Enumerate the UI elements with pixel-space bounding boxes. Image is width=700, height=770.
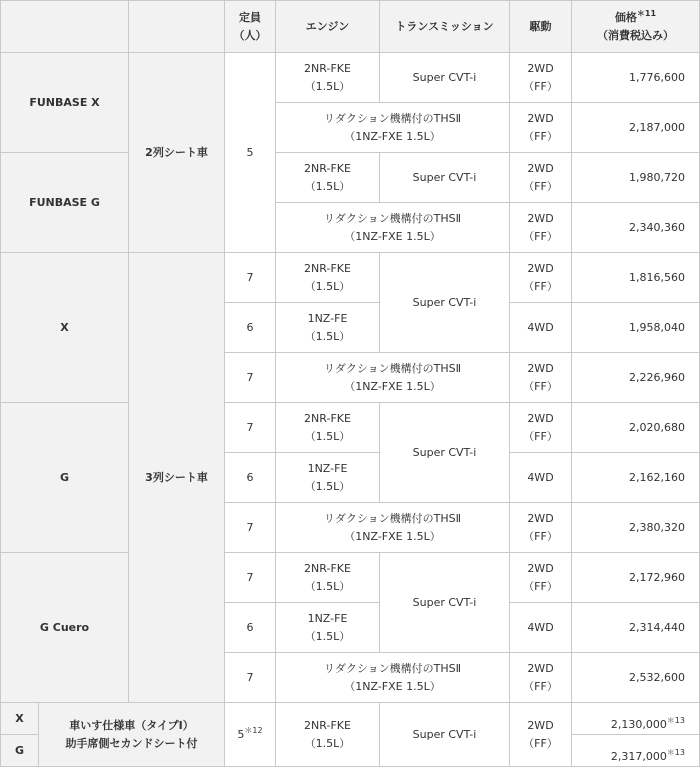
engine-cell: 1NZ-FE （1.5L） [276, 603, 380, 653]
capacity-cell: 6 [225, 453, 276, 503]
capacity-cell: 5 [225, 53, 276, 253]
drive-cell: 2WD （FF） [510, 253, 572, 303]
engine-cell: リダクション機構付のTHSⅡ （1NZ-FXE 1.5L） [276, 203, 510, 253]
grade-cell: FUNBASE G [1, 153, 129, 253]
grade-cell: X [1, 253, 129, 403]
engine-cell: 2NR-FKE （1.5L） [276, 153, 380, 203]
engine-cell: 1NZ-FE （1.5L） [276, 453, 380, 503]
capacity-cell: 7 [225, 403, 276, 453]
drive-cell: 2WD （FF） [510, 153, 572, 203]
capacity-cell: 7 [225, 353, 276, 403]
engine-cell: 2NR-FKE （1.5L） [276, 403, 380, 453]
header-seat [129, 1, 225, 53]
grade-cell: G Cuero [1, 553, 129, 703]
transmission-cell: Super CVT-i [380, 703, 510, 767]
price-cell: 1,816,560 [572, 253, 700, 303]
table-row [1, 403, 700, 453]
header-drive: 駆動 [510, 1, 572, 53]
capacity-cell: 7 [225, 653, 276, 703]
transmission-cell: Super CVT-i [380, 403, 510, 503]
capacity-cell: 7 [225, 503, 276, 553]
engine-cell: 2NR-FKE （1.5L） [276, 253, 380, 303]
transmission-cell: Super CVT-i [380, 153, 510, 203]
drive-cell: 2WD （FF） [510, 103, 572, 153]
seat-type-cell: 車いす仕様車（タイプⅠ） 助手席側セカンドシート付 [39, 703, 225, 767]
transmission-cell: Super CVT-i [380, 253, 510, 353]
price-cell: 2,380,320 [572, 503, 700, 553]
price-cell: $2,130,000^{*13}$ [572, 703, 700, 735]
drive-cell: 4WD [510, 453, 572, 503]
drive-cell: 2WD （FF） [510, 353, 572, 403]
capacity-cell: 7 [225, 253, 276, 303]
seat-type-cell: 2列シート車 [129, 53, 225, 253]
drive-cell: 2WD （FF） [510, 653, 572, 703]
capacity-cell: 7 [225, 553, 276, 603]
price-cell: 1,776,600 [572, 53, 700, 103]
engine-cell: 1NZ-FE （1.5L） [276, 303, 380, 353]
engine-cell: リダクション機構付のTHSⅡ （1NZ-FXE 1.5L） [276, 353, 510, 403]
table-row [1, 553, 700, 603]
price-cell: 1,958,040 [572, 303, 700, 353]
header-engine: エンジン [276, 1, 380, 53]
drive-cell: 2WD （FF） [510, 53, 572, 103]
header-capacity: 定員 （人） [225, 1, 276, 53]
drive-cell: 2WD （FF） [510, 553, 572, 603]
engine-cell: 2NR-FKE （1.5L） [276, 553, 380, 603]
capacity-cell: 6 [225, 303, 276, 353]
header-row [1, 1, 700, 53]
table-row [1, 153, 700, 203]
drive-cell: 2WD （FF） [510, 503, 572, 553]
capacity-cell: $5^{*12}$ [225, 703, 276, 767]
table-row [1, 53, 700, 103]
price-cell: 2,187,000 [572, 103, 700, 153]
table-row [1, 253, 700, 303]
drive-cell: 4WD [510, 303, 572, 353]
header-grade [1, 1, 129, 53]
transmission-cell: Super CVT-i [380, 53, 510, 103]
drive-cell: 4WD [510, 603, 572, 653]
price-cell: 2,162,160 [572, 453, 700, 503]
price-cell: 1,980,720 [572, 153, 700, 203]
price-cell: $2,317,000^{*13}$ [572, 735, 700, 767]
engine-cell: 2NR-FKE （1.5L） [276, 53, 380, 103]
drive-cell: 2WD （FF） [510, 203, 572, 253]
grade-cell: X [1, 703, 39, 735]
grade-cell: G [1, 735, 39, 767]
engine-cell: リダクション機構付のTHSⅡ （1NZ-FXE 1.5L） [276, 653, 510, 703]
transmission-cell: Super CVT-i [380, 553, 510, 653]
price-cell: 2,172,960 [572, 553, 700, 603]
seat-type-cell: 3列シート車 [129, 253, 225, 703]
engine-cell: リダクション機構付のTHSⅡ （1NZ-FXE 1.5L） [276, 103, 510, 153]
table-row [1, 703, 700, 735]
header-price: 価格$^{*11}$ （消費税込み） [572, 1, 700, 53]
drive-cell: 2WD （FF） [510, 403, 572, 453]
engine-cell: リダクション機構付のTHSⅡ （1NZ-FXE 1.5L） [276, 503, 510, 553]
price-cell: 2,340,360 [572, 203, 700, 253]
grade-cell: G [1, 403, 129, 553]
price-cell: 2,020,680 [572, 403, 700, 453]
engine-cell: 2NR-FKE （1.5L） [276, 703, 380, 767]
price-cell: 2,314,440 [572, 603, 700, 653]
price-cell: 2,532,600 [572, 653, 700, 703]
capacity-cell: 6 [225, 603, 276, 653]
header-transmission: トランスミッション [380, 1, 510, 53]
drive-cell: 2WD （FF） [510, 703, 572, 767]
grade-cell: FUNBASE X [1, 53, 129, 153]
price-cell: 2,226,960 [572, 353, 700, 403]
